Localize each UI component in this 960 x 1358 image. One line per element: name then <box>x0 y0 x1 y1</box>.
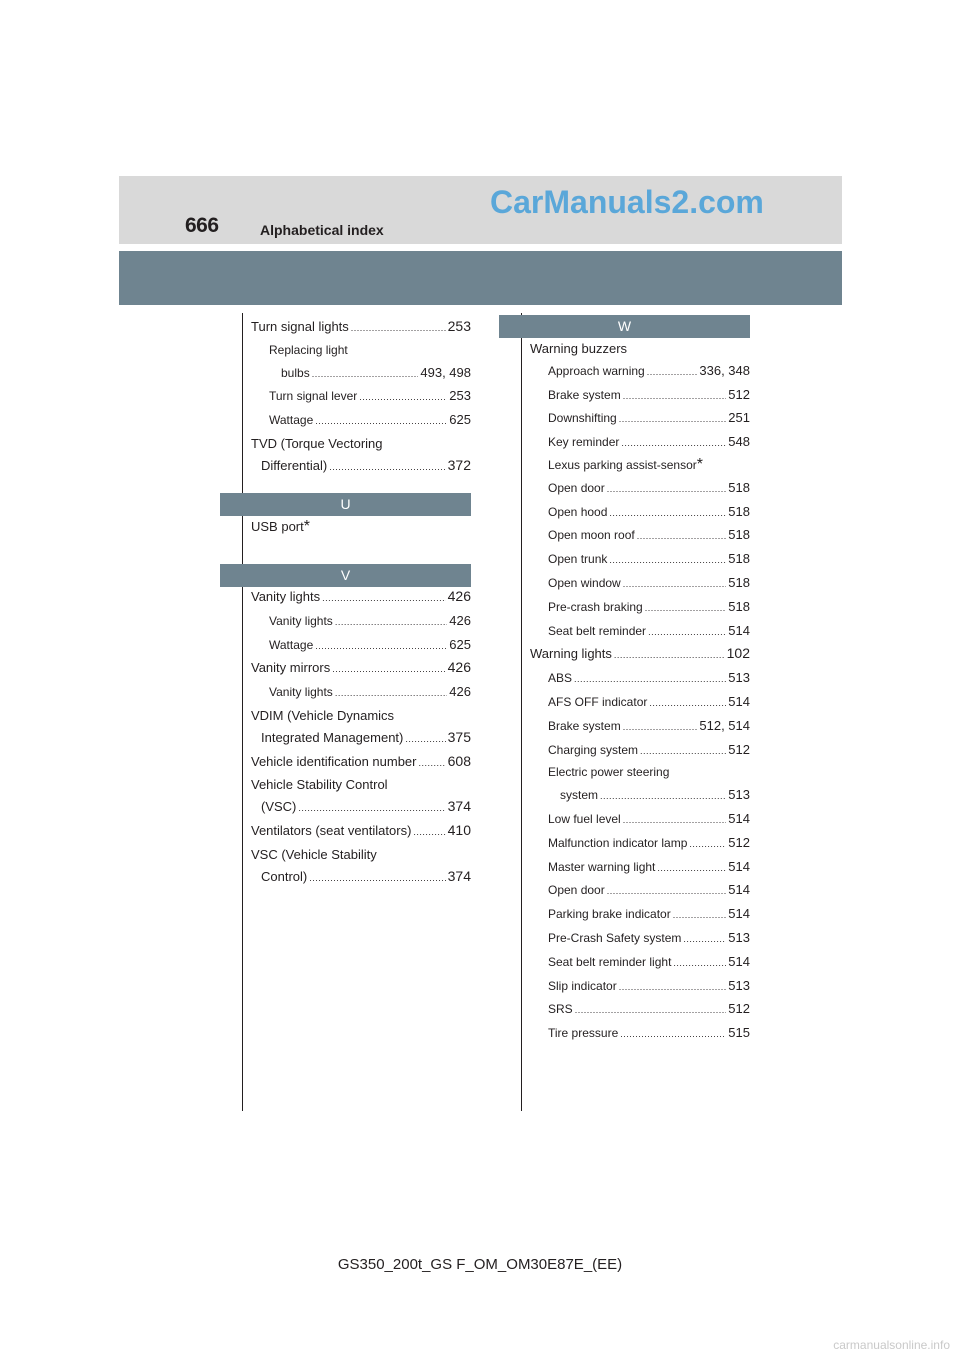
dot-leader <box>607 881 727 903</box>
entry-label: Seat belt reminder light <box>548 954 672 969</box>
document-footer: GS350_200t_GS F_OM_OM30E87E_(EE) <box>337 1256 623 1273</box>
page-reference: 608 <box>447 752 471 769</box>
index-entry <box>530 832 750 856</box>
index-entry <box>530 715 750 739</box>
letter-band-v: V <box>220 564 471 587</box>
dot-leader <box>689 834 726 856</box>
entry-label: Slip indicator <box>548 978 617 993</box>
entry-label: Key reminder <box>548 435 620 450</box>
page-reference: 625 <box>449 412 471 428</box>
page-reference: 518 <box>728 527 750 543</box>
entry-label: Vanity lights <box>269 685 333 700</box>
dot-leader <box>298 798 445 820</box>
index-entry <box>251 316 471 340</box>
letter-band-w: W <box>499 315 750 338</box>
v-entries-group <box>251 586 471 889</box>
dot-leader <box>329 457 445 479</box>
dot-leader <box>673 905 727 927</box>
page-reference: 518 <box>728 574 750 590</box>
entry-label: Open window <box>548 575 621 590</box>
left-divider <box>242 313 243 1111</box>
dot-leader <box>623 717 698 739</box>
dot-leader <box>621 433 726 455</box>
page-reference: 512 <box>728 386 750 402</box>
index-column-right <box>530 338 750 1046</box>
index-entry <box>251 727 471 751</box>
index-entry <box>530 524 750 548</box>
index-entry <box>530 572 750 596</box>
page-reference: 514 <box>728 622 750 638</box>
index-entry <box>530 384 750 408</box>
index-entry <box>251 681 471 705</box>
page-reference: 374 <box>447 798 471 815</box>
page-reference: 372 <box>447 456 471 473</box>
corner-watermark[interactable]: carmanualsonline.info <box>833 1338 950 1352</box>
page-reference: 374 <box>447 867 471 884</box>
index-entry <box>530 691 750 715</box>
page-reference: 426 <box>449 612 471 628</box>
page-reference: 513 <box>728 977 750 993</box>
entry-label: Lexus parking assist-sensor <box>548 457 697 472</box>
page-reference: 512 <box>728 741 750 757</box>
page-reference: 512, 514 <box>699 717 750 733</box>
page-reference: 514 <box>728 882 750 898</box>
dot-leader <box>673 953 726 975</box>
dot-leader <box>405 729 445 751</box>
index-entry <box>530 667 750 691</box>
index-entry <box>251 385 471 409</box>
index-entry <box>251 362 471 386</box>
page-reference: 625 <box>449 636 471 652</box>
entry-label: Turn signal lights <box>251 319 349 334</box>
entry-label: Vehicle identification number <box>251 753 417 769</box>
index-entry <box>530 596 750 620</box>
dot-leader <box>359 387 447 409</box>
index-entry <box>251 866 471 890</box>
dot-leader <box>623 386 727 408</box>
index-entry <box>530 951 750 975</box>
entry-label: Charging system <box>548 742 639 757</box>
index-entry <box>251 844 471 866</box>
index-entry <box>530 1022 750 1046</box>
entry-label: (VSC) <box>261 799 297 815</box>
dot-leader <box>645 598 727 620</box>
entry-label: Wattage <box>269 637 314 652</box>
index-entry <box>251 634 471 658</box>
index-entry <box>530 762 750 784</box>
dot-leader <box>649 693 726 715</box>
entry-label: Open door <box>548 883 605 898</box>
entry-label: Open moon roof <box>548 528 635 543</box>
entry-label: Differential) <box>261 457 328 473</box>
page-reference: 251 <box>728 410 750 426</box>
index-entry <box>251 433 471 455</box>
dot-leader <box>637 526 727 548</box>
page-reference: 253 <box>447 318 471 334</box>
entry-label: Downshifting <box>548 411 617 426</box>
index-entry <box>530 548 750 572</box>
index-entry <box>251 409 471 433</box>
entry-label: Wattage <box>269 413 314 428</box>
dot-leader <box>607 479 727 501</box>
dot-leader <box>309 868 445 890</box>
dot-leader <box>614 645 725 667</box>
page-reference: 426 <box>447 659 471 676</box>
entry-label: Ventilators (seat ventilators) <box>251 822 412 838</box>
entry-label: Parking brake indicator <box>548 907 671 922</box>
page-reference: 513 <box>728 929 750 945</box>
entry-label: Control) <box>261 868 308 884</box>
page-reference: 514 <box>728 810 750 826</box>
watermark-logo[interactable]: CarManuals2.com <box>490 184 764 220</box>
page-reference: 426 <box>447 588 471 604</box>
dot-leader <box>619 977 727 999</box>
page-reference: 375 <box>447 728 471 745</box>
index-entry <box>530 643 750 667</box>
dot-leader <box>315 636 447 658</box>
index-entry: Lexus parking assist-sensor * <box>530 455 750 477</box>
dot-leader <box>683 929 726 951</box>
index-entry <box>530 975 750 999</box>
page-reference: 518 <box>728 598 750 614</box>
entry-label: Vanity lights <box>269 613 333 628</box>
usb-group <box>251 516 471 538</box>
page-reference: 514 <box>728 858 750 874</box>
index-entry <box>530 739 750 763</box>
letter-band-u: U <box>220 493 471 516</box>
dot-leader <box>574 669 726 691</box>
index-entry <box>530 360 750 384</box>
page-reference: 336, 348 <box>699 362 750 378</box>
index-entry <box>251 705 471 727</box>
entry-label: Brake system <box>548 718 621 733</box>
index-entry <box>251 340 471 362</box>
entry-label: Pre-Crash Safety system <box>548 930 682 945</box>
dot-leader <box>322 588 446 610</box>
index-entry <box>530 998 750 1022</box>
page-reference: 512 <box>728 1001 750 1017</box>
index-entry <box>251 586 471 610</box>
page-reference: 493, 498 <box>420 364 471 380</box>
entry-label: Vehicle Stability Control <box>251 777 388 793</box>
section-title: Alphabetical index <box>260 222 384 238</box>
page-reference: 410 <box>447 821 471 838</box>
index-entry <box>530 927 750 951</box>
middle-divider <box>521 313 522 1111</box>
index-entry <box>251 796 471 820</box>
page-reference: 548 <box>728 434 750 450</box>
index-entry <box>530 620 750 644</box>
page-reference: 518 <box>728 503 750 519</box>
entry-label: Tire pressure <box>548 1026 619 1041</box>
dot-leader <box>623 574 727 596</box>
page-reference: 514 <box>728 693 750 709</box>
page-reference: 518 <box>728 551 750 567</box>
dot-leader <box>312 364 419 386</box>
dot-leader <box>640 741 726 763</box>
entry-label: VDIM (Vehicle Dynamics <box>251 707 395 723</box>
dot-leader <box>620 1024 726 1046</box>
page-reference: 512 <box>728 834 750 850</box>
index-entry <box>530 903 750 927</box>
entry-label: AFS OFF indicator <box>548 694 648 709</box>
dot-leader <box>657 858 726 880</box>
page-reference: 426 <box>449 684 471 700</box>
index-column-left <box>251 316 471 479</box>
index-entry <box>530 808 750 832</box>
entry-label: TVD (Torque Vectoring <box>251 435 383 451</box>
dot-leader <box>623 810 727 832</box>
entry-label: Integrated Management) <box>261 729 404 745</box>
index-entry: USB port * <box>251 516 471 538</box>
entry-label: Master warning light <box>548 859 656 874</box>
entry-label: Approach warning <box>548 363 645 378</box>
page-reference: 514 <box>728 953 750 969</box>
page-reference: 518 <box>728 479 750 495</box>
entry-label: SRS <box>548 1002 573 1017</box>
index-entry <box>251 820 471 844</box>
entry-label: system <box>560 788 599 803</box>
entry-label: ABS <box>548 671 573 686</box>
page-reference: 514 <box>728 906 750 922</box>
page-reference: 515 <box>728 1025 750 1041</box>
dot-leader <box>648 622 726 644</box>
entry-label: Warning lights <box>530 646 612 662</box>
dot-leader <box>332 659 445 681</box>
entry-label: Malfunction indicator lamp <box>548 835 688 850</box>
index-entry <box>530 879 750 903</box>
index-entry <box>530 784 750 808</box>
index-entry <box>251 751 471 775</box>
dot-leader <box>647 362 698 384</box>
dot-leader <box>419 753 446 775</box>
turn-signal-group <box>251 316 471 479</box>
entry-label: Open trunk <box>548 552 608 567</box>
entry-label: Vanity lights <box>251 589 321 604</box>
entry-label: Turn signal lever <box>269 389 358 404</box>
entry-label: Low fuel level <box>548 811 621 826</box>
index-entry <box>530 477 750 501</box>
index-entry <box>251 455 471 479</box>
entry-label: bulbs <box>281 365 310 380</box>
entry-label: Seat belt reminder <box>548 623 647 638</box>
index-entry <box>530 407 750 431</box>
dot-leader <box>619 409 727 431</box>
page-reference: 102 <box>726 645 750 662</box>
entry-label: Open hood <box>548 504 608 519</box>
entry-label: Electric power steering <box>548 765 670 780</box>
header-blue-band <box>119 251 842 305</box>
page-reference: 513 <box>728 787 750 803</box>
index-entry <box>251 610 471 634</box>
entry-label: Warning buzzers <box>530 341 628 356</box>
index-entry <box>530 338 750 360</box>
index-entry <box>530 501 750 525</box>
page-reference: 253 <box>449 388 471 404</box>
entry-label: USB port <box>251 519 304 534</box>
entry-label: Brake system <box>548 387 621 402</box>
index-entry <box>251 657 471 681</box>
index-entry <box>530 431 750 455</box>
entry-label: VSC (Vehicle Stability <box>251 846 377 862</box>
dot-leader <box>351 318 446 340</box>
entry-label: Open door <box>548 480 605 495</box>
index-entry <box>530 856 750 880</box>
entry-label: Pre-crash braking <box>548 599 643 614</box>
dot-leader <box>609 550 726 572</box>
dot-leader <box>335 683 447 705</box>
page-number: 666 <box>185 214 219 237</box>
page-reference: 513 <box>728 670 750 686</box>
dot-leader <box>600 786 726 808</box>
dot-leader <box>413 822 445 844</box>
dot-leader <box>609 503 726 525</box>
entry-label: Vanity mirrors <box>251 660 331 676</box>
dot-leader <box>315 411 447 433</box>
dot-leader <box>575 1000 727 1022</box>
index-entry <box>251 774 471 796</box>
dot-leader <box>335 612 447 634</box>
entry-label: Replacing light <box>269 342 348 357</box>
